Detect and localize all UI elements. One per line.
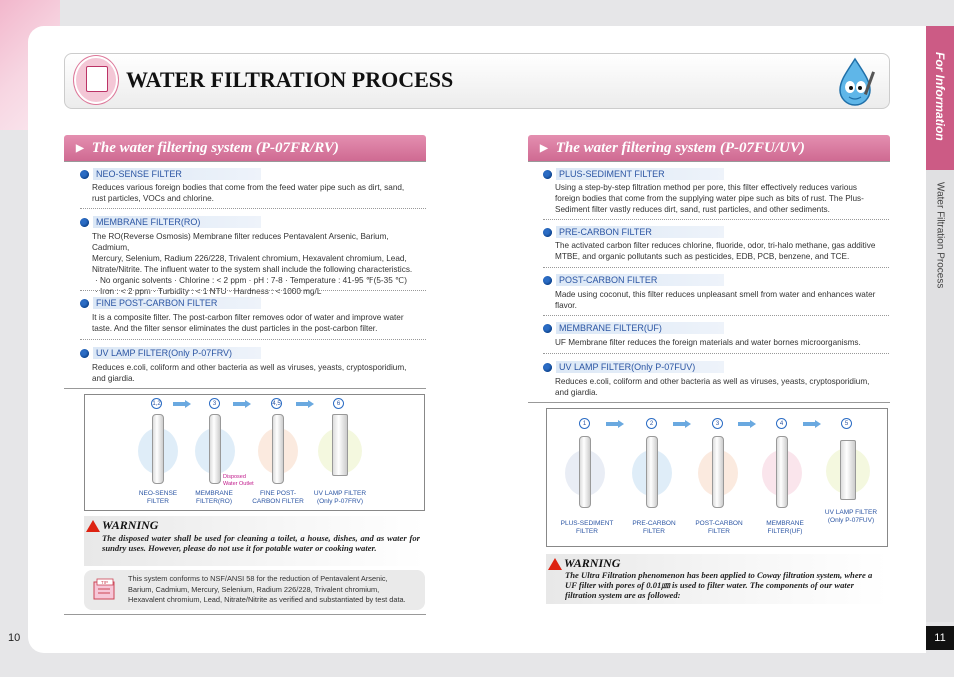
right-filter-title: MEMBRANE FILTER(UF) bbox=[543, 321, 724, 335]
right-heading-rule bbox=[528, 161, 890, 162]
right-filter-desc: Reduces e.coli, coliform and other bacteria as well as viruses, yeasts, cryptosporidium, and giardia. bbox=[555, 377, 870, 397]
step-number: 1,2 bbox=[151, 398, 162, 409]
step-number: 6 bbox=[333, 398, 344, 409]
arrow-right-icon bbox=[673, 420, 691, 428]
left-rule bbox=[64, 388, 426, 389]
filter-label: POST-CARBON FILTER bbox=[695, 520, 743, 535]
mascot-icon bbox=[832, 57, 878, 107]
uv-lamp-filter-image bbox=[332, 414, 348, 476]
neo-sense-filter-image bbox=[152, 414, 164, 484]
step-number: 2 bbox=[646, 418, 657, 429]
filter-label: FINE POST- CARBON FILTER bbox=[252, 490, 304, 505]
divider bbox=[543, 219, 889, 220]
bullet-icon bbox=[80, 218, 89, 227]
plus-sediment-filter-image bbox=[579, 436, 591, 508]
arrow-right-icon bbox=[233, 400, 251, 408]
step-number: 4 bbox=[776, 418, 787, 429]
left-filter-title: NEO-SENSE FILTER bbox=[80, 167, 261, 181]
disposed-water-label: Disposed Water Outlet bbox=[223, 474, 254, 487]
filter-label: MEMBRANE FILTER(RO) bbox=[195, 490, 233, 505]
bullet-icon bbox=[543, 170, 552, 179]
filter-label: UV LAMP FILTER (Only P-07FRV) bbox=[313, 490, 367, 505]
divider bbox=[80, 339, 426, 340]
tip-icon bbox=[92, 578, 118, 602]
warning-icon bbox=[548, 558, 562, 570]
right-section-heading: ▶ The water filtering system (P-07FU/UV) bbox=[528, 135, 890, 161]
side-section-label: Water Filtration Process bbox=[934, 182, 946, 289]
divider bbox=[80, 208, 426, 209]
left-warning-title: WARNING bbox=[86, 518, 158, 533]
right-filter-title: PLUS-SEDIMENT FILTER bbox=[543, 167, 724, 181]
left-filter-title: MEMBRANE FILTER(RO) bbox=[80, 215, 261, 229]
cup-icon bbox=[74, 56, 118, 104]
bullet-icon bbox=[543, 324, 552, 333]
arrow-right-icon bbox=[606, 420, 624, 428]
arrow-right-icon bbox=[738, 420, 756, 428]
bullet-icon bbox=[543, 276, 552, 285]
divider bbox=[543, 267, 889, 268]
filter-label: MEMBRANE FILTER(UF) bbox=[766, 520, 804, 535]
tip-label: TIP bbox=[101, 580, 109, 585]
post-carbon-filter-image bbox=[272, 414, 284, 484]
divider bbox=[543, 315, 889, 316]
right-filter-desc: Using a step-by-step filtration method per pore, this filter effectively reduces various foreign bodies that come from the supplying water pipe such as bits of rust. The Plus- Sediment filter vastly reduces dirt, sand, rust particles, and other sediments. bbox=[555, 183, 864, 214]
bullet-icon bbox=[80, 299, 89, 308]
right-warning-text: The Ultra Filtration phenomenon has been applied to Coway filtration system, where a UF filter with pores of 0.01㎛ is used to filter water. The components of our water filtration system are as followed: bbox=[565, 570, 873, 600]
uv-lamp-filter-image bbox=[840, 440, 856, 500]
left-heading-text: The water filtering system (P-07FR/RV) bbox=[91, 139, 339, 156]
side-tab-label: For Information bbox=[933, 52, 947, 141]
page-number-right: 11 bbox=[926, 626, 954, 650]
arrow-right-icon bbox=[803, 420, 821, 428]
left-filter-desc: Reduces e.coli, coliform and other bacteria as well as viruses, yeasts, cryptosporidium, and giardia. bbox=[92, 363, 407, 383]
step-number: 5 bbox=[841, 418, 852, 429]
right-filter-title: UV LAMP FILTER(Only P-07FUV) bbox=[543, 360, 724, 374]
divider bbox=[543, 353, 889, 354]
arrow-right-icon bbox=[296, 400, 314, 408]
right-warning-title: WARNING bbox=[548, 556, 620, 571]
page-title: WATER FILTRATION PROCESS bbox=[126, 67, 454, 92]
step-number: 1 bbox=[579, 418, 590, 429]
post-carbon-filter-image bbox=[712, 436, 724, 508]
left-filter-title: FINE POST-CARBON FILTER bbox=[80, 296, 261, 310]
bullet-icon bbox=[543, 363, 552, 372]
step-number: 4,5 bbox=[271, 398, 282, 409]
right-filter-title: POST-CARBON FILTER bbox=[543, 273, 724, 287]
pre-carbon-filter-image bbox=[646, 436, 658, 508]
right-heading-text: The water filtering system (P-07FU/UV) bbox=[555, 139, 805, 156]
right-filter-desc: Made using coconut, this filter reduces unpleasant smell from water and enhances water flavor. bbox=[555, 290, 876, 310]
filter-label: UV LAMP FILTER (Only P-07FUV) bbox=[824, 509, 878, 524]
right-filter-desc: UF Membrane filter reduces the foreign materials and water bornes microorganisms. bbox=[555, 338, 861, 347]
filter-label: PLUS-SEDIMENT FILTER bbox=[560, 520, 614, 535]
left-filter-desc: Reduces various foreign bodies that come from the feed water pipe such as dirt, sand, rust particles, VOCs and chlorine. bbox=[92, 183, 405, 203]
step-number: 3 bbox=[712, 418, 723, 429]
left-section-heading: ▶ The water filtering system (P-07FR/RV) bbox=[64, 135, 426, 161]
warning-icon bbox=[86, 520, 100, 532]
left-warning-text: The disposed water shall be used for cleaning a toilet, a house, dishes, and as water for sundry uses. However, please do not use it for potable water or cooking water. bbox=[102, 533, 420, 553]
right-filter-title: PRE-CARBON FILTER bbox=[543, 225, 724, 239]
left-filter-desc: It is a composite filter. The post-carbon filter removes odor of water and improve water taste. And the filter sensor eliminates the dust particles in the post-carbon filter. bbox=[92, 313, 404, 333]
step-number: 3 bbox=[209, 398, 220, 409]
membrane-filter-image bbox=[209, 414, 221, 484]
right-rule bbox=[528, 402, 890, 403]
page-number-left: 10 bbox=[8, 632, 21, 644]
left-filter-desc: The RO(Reverse Osmosis) Membrane filter reduces Pentavalent Arsenic, Barium, Cadmium, Mercury, Selenium, Radium 226/228, Trivalent chromium, Hexavalent chromium, Lead, Nitrate/Nitrite. The influent water to the system shall include the following characteristics. · No organic solvents · Chlorine : < 2 ppm · pH : 7-8 · Temperature : 41-95 ℉(5-35 ℃) · Iron : < 2 ppm · Turbidity : < 1 NTU · Hardness : < 1000 mg/L bbox=[92, 232, 413, 296]
left-filter-title: UV LAMP FILTER(Only P-07FRV) bbox=[80, 346, 261, 360]
bullet-icon bbox=[543, 228, 552, 237]
left-heading-rule bbox=[64, 161, 426, 162]
filter-label: NEO-SENSE FILTER bbox=[138, 490, 178, 505]
arrow-right-icon bbox=[173, 400, 191, 408]
bullet-icon bbox=[80, 349, 89, 358]
tip-text: This system conforms to NSF/ANSI 58 for the reduction of Pentavalent Arsenic, Barium, Cadmium, Mercury, Selenium, Radium 226/228, Trivalent chromium, Hexavalent chromium, Lead, Nitrate/Nitrite as verified and substantiated by test data. bbox=[128, 574, 406, 604]
left-bottom-rule bbox=[64, 614, 426, 615]
right-filter-desc: The activated carbon filter reduces chlorine, fluoride, odor, tri-halo methane, gas additive MTBE, and organic pollutants such as pesticides, EDB, PCB, benzene, and TCE. bbox=[555, 241, 876, 261]
filter-label: PRE-CARBON FILTER bbox=[632, 520, 676, 535]
divider bbox=[80, 290, 426, 291]
bullet-icon bbox=[80, 170, 89, 179]
membrane-uf-filter-image bbox=[776, 436, 788, 508]
